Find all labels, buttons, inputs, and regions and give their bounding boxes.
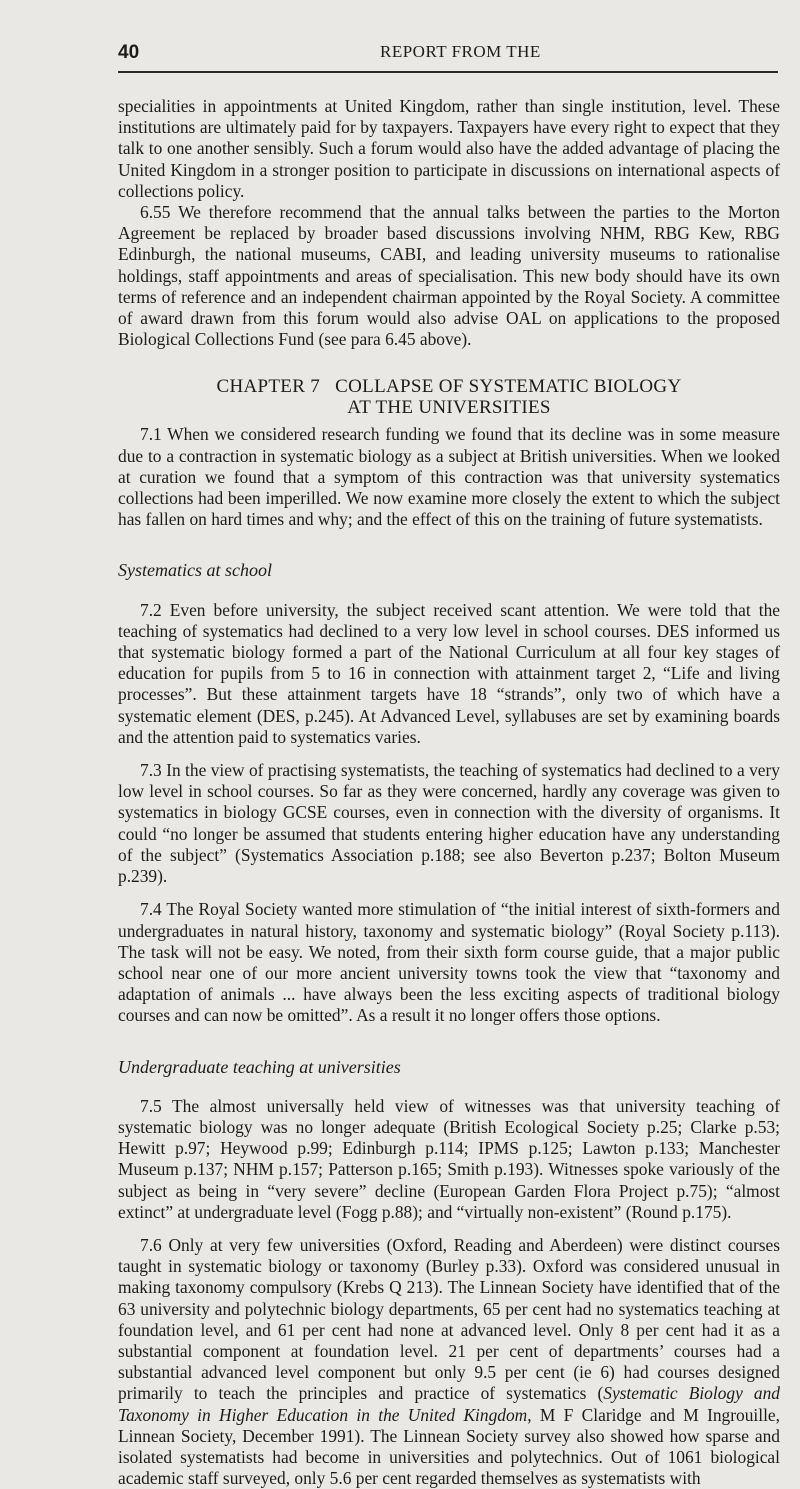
- section-heading-school: Systematics at school: [118, 560, 272, 581]
- chapter-title-line-1: CHAPTER 7 COLLAPSE OF SYSTEMATIC BIOLOGY: [216, 376, 682, 398]
- section-heading-undergraduate: Undergraduate teaching at universities: [118, 1056, 401, 1077]
- paragraph-7-1: 7.1 When we considered research funding we found that its decline was in some measure due to a contraction in systematic biology as a subject at British universities. When we looked at curation we found that a symptom of this contraction was that university systematics collections had been imperilled. We now examine more closely the extent to which the subject has fallen on hard times and why; and the effect of this on the training of future systematists.: [118, 424, 780, 530]
- chapter-title-line-2: AT THE UNIVERSITIES: [347, 397, 551, 419]
- paragraph-7-6-part-b: , M F Claridge and M Ingrouille, Linnean Society, December 1991). The Linnean Society survey also showed how sparse and isolated systematists had become in universities and polytechnics. Out of 1061 biological academic staff surveyed, only 5.6 per cent regarded themselves as systematists with: [118, 1404, 780, 1489]
- paragraph-7-5: 7.5 The almost universally held view of witnesses was that university teaching of systematic biology was no longer adequate (British Ecological Society p.25; Clarke p.53; Hewitt p.97; Heywood p.99; Edinburgh p.114; IPMS p.125; Lawton p.133; Manchester Museum p.137; NHM p.157; Patterson p.165; Smith p.193). Witnesses spoke variously of the subject as being in “very severe” decline (European Garden Flora Project p.75); “almost extinct” at undergraduate level (Fogg p.88); and “virtually non-existent” (Round p.175).: [118, 1095, 780, 1222]
- paragraph-7-6: [118, 1235, 780, 1489]
- chapter-heading: [118, 376, 780, 418]
- header-rule: [118, 71, 778, 73]
- body-text: [118, 96, 780, 1489]
- running-head: REPORT FROM THE: [380, 42, 541, 61]
- paragraph-7-3: 7.3 In the view of practising systematists, the teaching of systematics had declined to a very low level in school courses. So far as they were concerned, hardly any coverage was given to systematics in biology GCSE courses, even in connection with the diversity of organisms. It could “no longer be assumed that students entering higher education have any understanding of the subject” (Systematics Association p.188; see also Beverton p.237; Bolton Museum p.239).: [118, 760, 780, 887]
- paragraph-7-2: 7.2 Even before university, the subject received scant attention. We were told that the teaching of systematics had declined to a very low level in school courses. DES informed us that systematic biology formed a part of the National Curriculum at all four key stages of education for pupils from 5 to 16 in connection with attainment target 2, “Life and living processes”. But these attainment targets have 18 “strands”, only two of which have a systematic element (DES, p.245). At Advanced Level, syllabuses are set by examining boards and the attention paid to systematics varies.: [118, 599, 780, 747]
- paragraph-7-4: 7.4 The Royal Society wanted more stimulation of “the initial interest of sixth-formers and undergraduates in natural history, taxonomy and systematic biology” (Royal Society p.113). The task will not be easy. We noted, from their sixth form course guide, that a major public school near one of our more ancient university towns took the view that “taxonomy and adaptation of animals ... have always been the less exciting aspects of traditional biology courses and can now be omitted”. As a result it no longer offers those options.: [118, 899, 780, 1026]
- paragraph-7-6-italic-title: Systematic Biology and Taxonomy in Higher Education in the United Kingdom: [118, 1383, 780, 1425]
- paragraph-6-55: 6.55 We therefore recommend that the annual talks between the parties to the Morton Agreement be replaced by broader based discussions involving NHM, RBG Kew, RBG Edinburgh, the national museums, CABI, and leading university museums to rationalise holdings, staff appointments and areas of specialisation. This new body should have its own terms of reference and an independent chairman appointed by the Royal Society. A committee of award drawn from this forum would also advise OAL on applications to the proposed Biological Collections Fund (see para 6.45 above).: [118, 202, 780, 350]
- paragraph-7-6-part-a: 7.6 Only at very few universities (Oxford, Reading and Aberdeen) were distinct courses taught in systematic biology or taxonomy (Burley p.33). Oxford was considered unusual in making taxonomy compulsory (Krebs Q 213). The Linnean Society have identified that of the 63 university and polytechnic biology departments, 65 per cent had no systematics teaching at foundation level, and 61 per cent had none at advanced level. Only 8 per cent had it as a substantial component at foundation level. 21 per cent of departments’ courses had a substantial advanced level component but only 9.5 per cent (ie 6) had courses designed primarily to teach the principles and practice of systematics (: [118, 1234, 780, 1404]
- paragraph-continued: specialities in appointments at United Kingdom, rather than single institution, level. These institutions are ultimately paid for by taxpayers. Taxpayers have every right to expect that they talk to one another sensibly. Such a forum would also have the added advantage of placing the United Kingdom in a stronger position to participate in discussions on international aspects of collections policy.: [118, 96, 780, 201]
- page-number: 40: [118, 42, 140, 63]
